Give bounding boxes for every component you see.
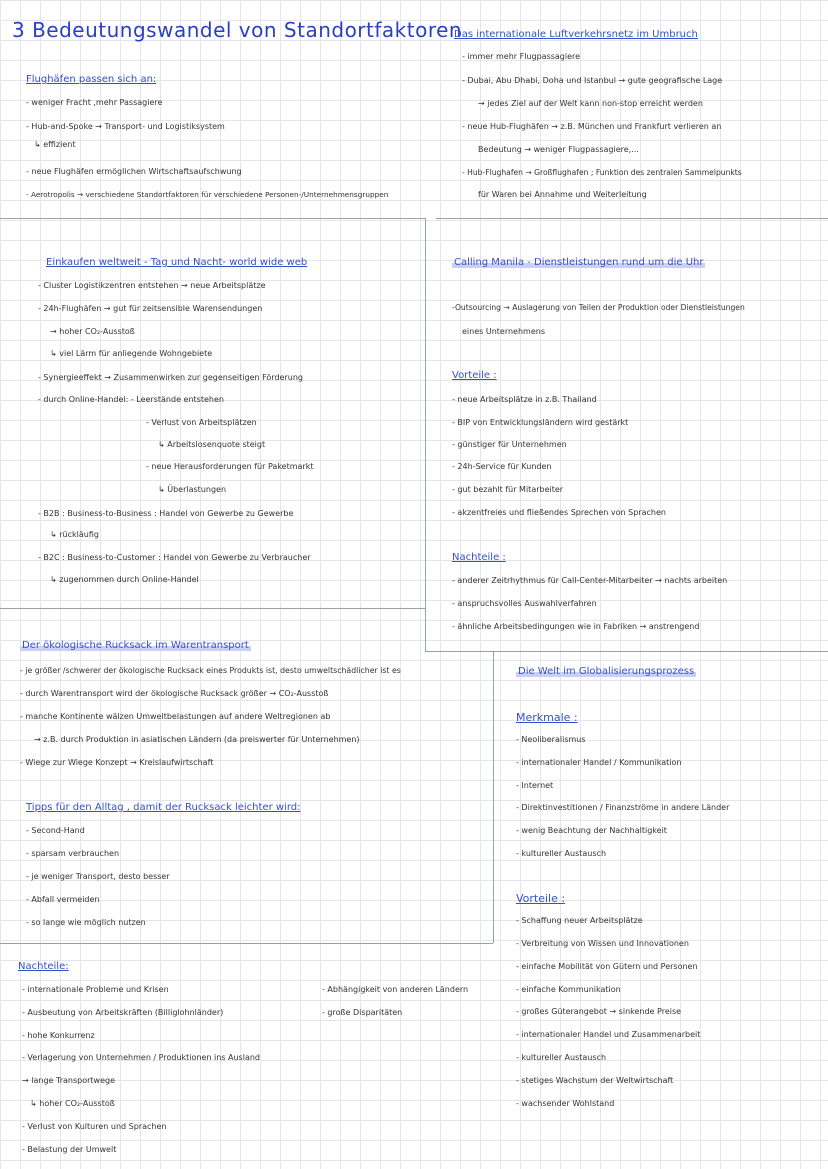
divider [0, 218, 425, 219]
list-item: ↳ viel Lärm für anliegende Wohngebiete [50, 349, 213, 358]
calling-heading: Calling Manila - Dienstleistungen rund um die Uhr [454, 257, 704, 268]
list-item: - kultureller Austausch [516, 849, 607, 858]
list-item: - neue Arbeitsplätze in z.B. Thailand [452, 395, 597, 404]
list-item: - Abhängigkeit von anderen Ländern [322, 985, 469, 994]
flughaefen-heading: Flughäfen passen sich an: [26, 74, 157, 85]
list-item: - Verlagerung von Unternehmen / Produktionen ins Ausland [22, 1053, 260, 1062]
list-item: - durch Online-Handel: - Leerstände entstehen [38, 395, 224, 404]
einkaufen-heading: Einkaufen weltweit - Tag und Nacht- world wide web [46, 257, 308, 268]
luftverkehr-heading: Das internationale Luftverkehrsnetz im Umbruch [454, 29, 698, 40]
list-item: - neue Flughäfen ermöglichen Wirtschaftsaufschwung [26, 167, 242, 176]
divider [0, 608, 425, 609]
merkmale-heading: Merkmale : [516, 711, 578, 724]
list-item: ↳ Überlastungen [158, 485, 227, 494]
list-item: - Hub-and-Spoke → Transport- und Logistiksystem [26, 122, 225, 131]
list-item: - internationaler Handel und Zusammenarbeit [516, 1030, 701, 1039]
list-item: für Waren bei Annahme und Weiterleitung [478, 190, 647, 199]
divider [436, 218, 828, 219]
global-vorteile-heading: Vorteile : [516, 892, 566, 905]
list-item: - wachsender Wohlstand [516, 1099, 615, 1108]
tipps-heading: Tipps für den Alltag , damit der Rucksack leichter wird: [26, 802, 301, 813]
list-item: - günstiger für Unternehmen [452, 440, 567, 449]
list-item: ↳ zugenommen durch Online-Handel [50, 575, 199, 584]
list-item: - akzentfreies und fließendes Sprechen von Sprachen [452, 508, 666, 517]
list-item: - große Disparitäten [322, 1008, 403, 1017]
rucksack-heading: Der ökologische Rucksack im Warentransport [22, 640, 249, 651]
list-item: → lange Transportwege [22, 1076, 115, 1085]
list-item: - Aerotropolis → verschiedene Standortfaktoren für verschiedene Personen-/Unternehmensgruppen [26, 190, 389, 199]
list-item: - Schaffung neuer Arbeitsplätze [516, 916, 643, 925]
list-item: - so lange wie möglich nutzen [26, 918, 146, 927]
calling-vorteile-heading: Vorteile : [452, 370, 497, 381]
calling-nachteile-heading: Nachteile : [452, 552, 506, 563]
list-item: - Verlust von Kulturen und Sprachen [22, 1122, 167, 1131]
list-item: Bedeutung → weniger Flugpassagiere,... [478, 145, 639, 154]
list-item: - kultureller Austausch [516, 1053, 607, 1062]
list-item: - je größer /schwerer der ökologische Rucksack eines Produkts ist, desto umweltschädlicher ist es [20, 666, 401, 675]
list-item: → hoher CO₂-Ausstoß [50, 327, 135, 336]
list-item: - sparsam verbrauchen [26, 849, 120, 858]
global-heading: Die Welt im Globalisierungsprozess [518, 666, 695, 677]
list-item: - B2B : Business-to-Business : Handel von Gewerbe zu Gewerbe [38, 509, 294, 518]
list-item: - Direktinvestitionen / Finanzströme in andere Länder [516, 803, 730, 812]
list-item: - wenig Beachtung der Nachhaltigkeit [516, 826, 667, 835]
divider [425, 218, 426, 652]
list-item: - Belastung der Umwelt [22, 1145, 117, 1154]
list-item: - hohe Konkurrenz [22, 1031, 95, 1040]
page-title: 3 Bedeutungswandel von Standortfaktoren [12, 18, 463, 42]
list-item: → z.B. durch Produktion in asiatischen Ländern (da preiswerter für Unternehmen) [34, 735, 360, 744]
list-item: - BIP von Entwicklungsländern wird gestärkt [452, 418, 629, 427]
list-item: - ähnliche Arbeitsbedingungen wie in Fabriken → anstrengend [452, 622, 700, 631]
list-item: - Synergieeffekt → Zusammenwirken zur gegenseitigen Förderung [38, 373, 303, 382]
list-item: - Second-Hand [26, 826, 85, 835]
list-item: - neue Herausforderungen für Paketmarkt [146, 462, 314, 471]
list-item: ↳ rückläufig [50, 530, 99, 539]
definition-line: -Outsourcing → Auslagerung von Teilen der Produktion oder Dienstleistungen [452, 303, 745, 312]
list-item: - Wiege zur Wiege Konzept → Kreislaufwirtschaft [20, 758, 214, 767]
list-item: ↳ Arbeitslosenquote steigt [158, 440, 266, 449]
list-item: ↳ hoher CO₂-Ausstoß [30, 1099, 115, 1108]
list-item: - gut bezahlt für Mitarbeiter [452, 485, 564, 494]
list-item: - Internet [516, 781, 554, 790]
list-item: - stetiges Wachstum der Weltwirtschaft [516, 1076, 674, 1085]
list-item: - je weniger Transport, desto besser [26, 872, 170, 881]
list-item: - Abfall vermeiden [26, 895, 100, 904]
list-item: ↳ effizient [34, 140, 76, 149]
list-item: - internationale Probleme und Krisen [22, 985, 169, 994]
divider [425, 651, 828, 652]
definition-line: eines Unternehmens [462, 327, 545, 336]
list-item: - anderer Zeitrhythmus für Call-Center-Mitarbeiter → nachts arbeiten [452, 576, 728, 585]
list-item: - Neoliberalismus [516, 735, 586, 744]
list-item: - Dubai, Abu Dhabi, Doha und Istanbul → gute geografische Lage [462, 76, 723, 85]
list-item: - großes Güterangebot → sinkende Preise [516, 1007, 682, 1016]
list-item: - 24h-Flughäfen → gut für zeitsensible Warensendungen [38, 304, 263, 313]
list-item: - B2C : Business-to-Customer : Handel von Gewerbe zu Verbraucher [38, 553, 311, 562]
list-item: - Ausbeutung von Arbeitskräften (Billiglohnländer) [22, 1008, 224, 1017]
list-item: - manche Kontinente wälzen Umweltbelastungen auf andere Weltregionen ab [20, 712, 331, 721]
list-item: - durch Warentransport wird der ökologische Rucksack größer → CO₂-Ausstoß [20, 689, 329, 698]
list-item: - Verbreitung von Wissen und Innovationen [516, 939, 689, 948]
list-item: → jedes Ziel auf der Welt kann non-stop erreicht werden [478, 99, 703, 108]
list-item: - einfache Kommunikation [516, 985, 621, 994]
list-item: - Verlust von Arbeitsplätzen [146, 418, 257, 427]
nachteile-heading: Nachteile: [18, 961, 69, 972]
list-item: - immer mehr Flugpassagiere [462, 52, 581, 61]
list-item: - Cluster Logistikzentren entstehen → neue Arbeitsplätze [38, 281, 266, 290]
list-item: - einfache Mobilität von Gütern und Personen [516, 962, 698, 971]
list-item: - 24h-Service für Kunden [452, 462, 552, 471]
list-item: - neue Hub-Flughäfen → z.B. München und Frankfurt verlieren an [462, 122, 722, 131]
list-item: - anspruchsvolles Auswahlverfahren [452, 599, 597, 608]
list-item: - Hub-Flughafen → Großflughafen ; Funktion des zentralen Sammelpunkts [462, 168, 742, 177]
list-item: - weniger Fracht ,mehr Passagiere [26, 98, 163, 107]
divider [493, 651, 494, 943]
divider [0, 943, 493, 944]
list-item: - internationaler Handel / Kommunikation [516, 758, 682, 767]
